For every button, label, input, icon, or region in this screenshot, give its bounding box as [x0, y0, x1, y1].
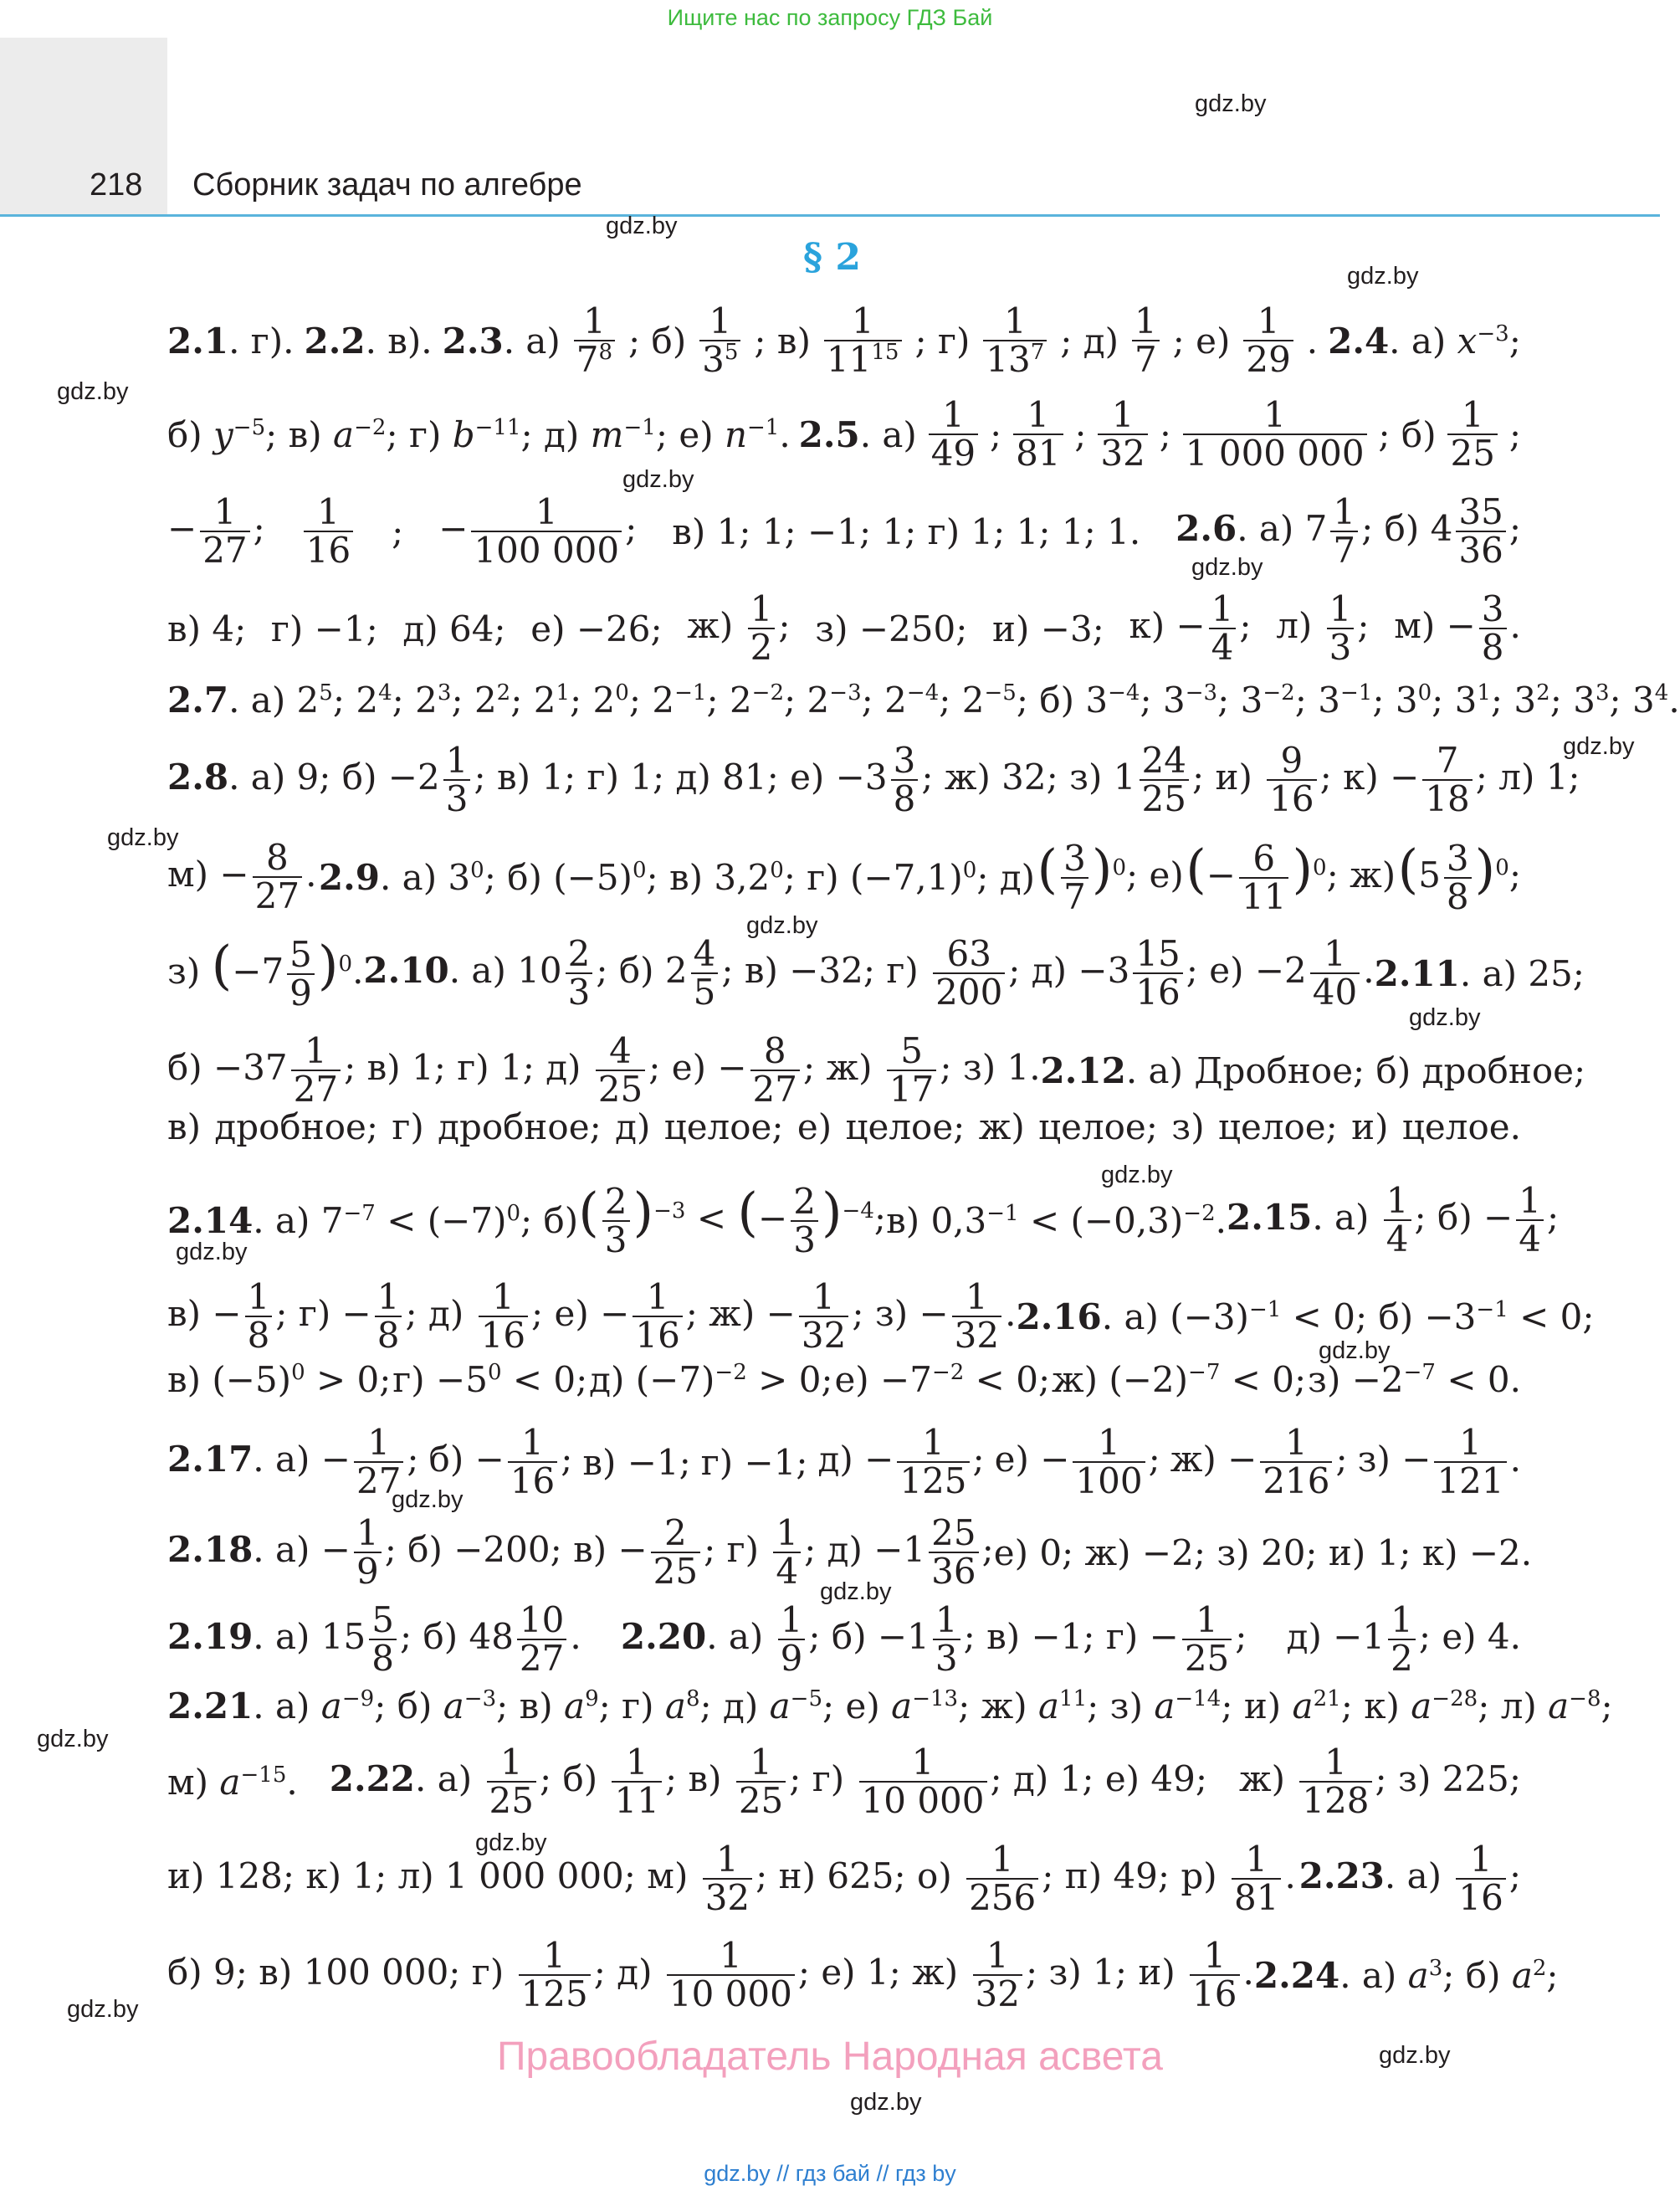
answer-line-14: 2.17. а) − $\frac{1}{27}$ ; б) − $\frac{1}{16}$ ; в) −1; г) −1; д) − $\frac{1}{125}$ ; е) − $\frac{1}{100}$ ; ж) − $\frac{1}{216}$ ; з) − $\frac{1}{121}$ . [167, 1422, 1521, 1502]
footer-links[interactable]: gdz.by // гдз бай // гдз by [704, 2161, 956, 2186]
answer-line-12: в) − $\frac{1}{8}$ ; г) − $\frac{1}{8}$ ; д) $\frac{1}{16}$ ; е) − $\frac{1}{16}$ ; ж) − $\frac{1}{32}$ ; з) − $\frac{1}{32}$ . 2.16. а) $(-3)^{-1} < 0$; $б) -3^{-1} < 0$; [167, 1276, 1595, 1357]
answer-line-1: 2.1. г). 2.2. в). 2.3. а) $\frac{1}{7^8}$ ; б) $\frac{1}{3^5}$ ; в) $\frac{1}{11^{15}}$ ; г) $\frac{1}{13^7}$ ; д) $\frac{1}{7}$ ; е) $\frac{1}{29}$ . 2.4. а) $x^{-3}$; [167, 300, 1521, 381]
watermark: gdz.by [746, 912, 818, 939]
answer-line-18: м) $a^{-15}$. 2.22. а) $\frac{1}{25}$ ; б) $\frac{1}{11}$ ; в) $\frac{1}{25}$ ; г) $\frac{1}{10 000}$ ; д) 1; е) 49; ж) $\frac{1}{128}$ ; з) 225; [167, 1742, 1521, 1822]
answer-line-9: б) −37 $\frac{1}{27}$ ; в) 1; г) 1; д) $\frac{4}{25}$ ; е) − $\frac{8}{27}$ ; ж) $\frac{5}{17}$ ; з) 1. 2.12. а) Дробное; б) дробное; [167, 1030, 1586, 1111]
watermark: gdz.by [1191, 554, 1263, 581]
answer-line-6: 2.8. а) 9; б) −2 $\frac{1}{3}$ ; в) 1; г) 1; д) 81; е) −3 $\frac{3}{8}$ ; ж) 32; з) 1 $\frac{24}{25}$ ; и) $\frac{9}{16}$ ; к) − $\frac{7}{18}$ ; л) 1; [167, 740, 1580, 820]
watermark: gdz.by [1319, 1337, 1391, 1364]
watermark: gdz.by [1379, 2042, 1451, 2069]
watermark: gdz.by [1195, 90, 1267, 117]
answer-line-19: и) 128; к) 1; л) 1 000 000; м) $\frac{1}{32}$ ; н) 625; о) $\frac{1}{256}$ ; п) 49; р) $\frac{1}{81}$ . 2.23. а) $\frac{1}{16}$ ; [167, 1839, 1521, 1919]
watermark: gdz.by [820, 1578, 892, 1605]
watermark: gdz.by [1347, 263, 1419, 290]
watermark: gdz.by [37, 1726, 109, 1752]
watermark: gdz.by [1409, 1004, 1481, 1031]
watermark: gdz.by [107, 824, 179, 851]
watermark: gdz.by [1563, 733, 1635, 760]
answer-line-10: в) дробное; г) дробное; д) целое; е) целое; ж) целое; з) целое; и) целое. [167, 1106, 1521, 1147]
copyright-owner: Правообладатель Народная асвета [497, 2034, 1163, 2079]
answer-line-15: 2.18. а) − $\frac{1}{9}$ ; б) −200; в) − $\frac{2}{25}$ ; г) $\frac{1}{4}$ ; д) −1 $\frac{25}{36}$ ; е) 0; ж) −2; з) 20; и) 1; к) −2. [167, 1512, 1533, 1593]
watermark: gdz.by [176, 1239, 248, 1265]
answer-line-17: 2.21. а) $a^{-9}$; б) $a^{-3}$; в) $a^9$; г) $a^8$; д) $a^{-5}$; е) $a^{-13}$; ж) $a^{11}$; з) $a^{-14}$; и) $a^{21}$; к) $a^{-28}$; л) $a^{-8}$; [167, 1685, 1613, 1726]
answer-line-7: м) − $\frac{8}{27}$ . 2.9. а) $3^0$; б) $(-5)^0$; в) $3,2^0$; г) $(-7,1)^0$; д) ( $\frac{3}{7}$ )$^0$; е) (− $\frac{6}{11}$ )$^0$; ж) (5 $\frac{3}{8}$ )$^0$; [167, 836, 1521, 917]
answer-line-20: б) 9; в) 100 000; г) $\frac{1}{125}$ ; д) $\frac{1}{10 000}$ ; е) 1; ж) $\frac{1}{32}$ ; з) 1; и) $\frac{1}{16}$ . 2.24. а) $a^3$; б) $a^2$; [167, 1935, 1559, 2015]
answer-line-8: з) (−7 $\frac{5}{9}$ )$^0$. 2.10. а) 10 $\frac{2}{3}$ ; б) 2 $\frac{4}{5}$ ; в) −32; г) $\frac{63}{200}$ ; д) −3 $\frac{15}{16}$ ; е) −2 $\frac{1}{40}$ . 2.11. а) 25; [167, 932, 1585, 1013]
watermark: gdz.by [622, 466, 694, 493]
answer-line-16: 2.19. а) 15 $\frac{5}{8}$ ; б) 48 $\frac{10}{27}$ . 2.20. а) $\frac{1}{9}$ ; б) −1 $\frac{1}{3}$ ; в) −1; г) − $\frac{1}{25}$ ; д) −1 $\frac{1}{2}$ ; е) 4. [167, 1599, 1521, 1680]
answer-line-3: − $\frac{1}{27}$ ; $\frac{1}{16}$ ; − $\frac{1}{100 000}$ ; в) 1; 1; −1; 1; г) 1; 1; 1; 1. 2.6. а) 7 $\frac{1}{7}$ ; б) 4 $\frac{35}{36}$ ; [167, 491, 1521, 572]
watermark: gdz.by [475, 1829, 547, 1856]
watermark: gdz.by [57, 378, 129, 405]
answer-line-2: б) $y^{-5}$; в) $a^{-2}$; г) $b^{-11}$; д) $m^{-1}$; е) $n^{-1}$. 2.5. а) $\frac{1}{49}$ ; $\frac{1}{81}$ ; $\frac{1}{32}$ ; $\frac{1}{1 000 000}$ ; б) $\frac{1}{25}$ ; [167, 394, 1521, 475]
answer-line-4: в) 4; г) −1; д) 64; е) −26; ж) $\frac{1}{2}$ ; з) −250; и) −3; к) − $\frac{1}{4}$ ; л) $\frac{1}{3}$ ; м) − $\frac{3}{8}$ . [167, 588, 1521, 669]
page-number: 218 [90, 167, 143, 203]
watermark: gdz.by [392, 1486, 464, 1513]
watermark: gdz.by [850, 2089, 922, 2116]
answer-line-11: 2.14. а) $7^{-7} < (-7)^0$; б) ( $\frac{2}{3}$ )$^{-3}$ < (− $\frac{2}{3}$ )$^{-4}$; в) $0,3^{-1} < (-0,3)^{-2}$. 2.15. а) $\frac{1}{4}$ ; б) − $\frac{1}{4}$ ; [167, 1179, 1560, 1260]
watermark: gdz.by [1101, 1162, 1173, 1188]
answer-line-13: в) $(-5)^0 > 0$; $г) -5^0 < 0$; д) $(-7)^{-2} > 0$; $е) -7^{-2} < 0$; ж) $(-2)^{-7} < 0$; $з) -2^{-7} < 0$. [167, 1359, 1521, 1400]
watermark: gdz.by [67, 1996, 139, 2023]
book-title: Сборник задач по алгебре [192, 167, 582, 203]
answer-line-5: 2.7. а) $2^5$; $2^4$; $2^3$; $2^2$; $2^1$; $2^0$; $2^{-1}$; $2^{-2}$; $2^{-3}$; $2^{-4}$; $2^{-5}$; б) $3^{-4}$; $3^{-3}$; $3^{-2}$; $3^{-1}$; $3^0$; $3^1$; $3^2$; $3^3$; $3^4$. [167, 680, 1680, 721]
watermark: gdz.by [606, 213, 678, 239]
search-banner: Ищите нас по запросу ГДЗ Бай [667, 5, 993, 30]
section-title: § 2 [803, 236, 861, 279]
header-rule [0, 214, 1660, 217]
